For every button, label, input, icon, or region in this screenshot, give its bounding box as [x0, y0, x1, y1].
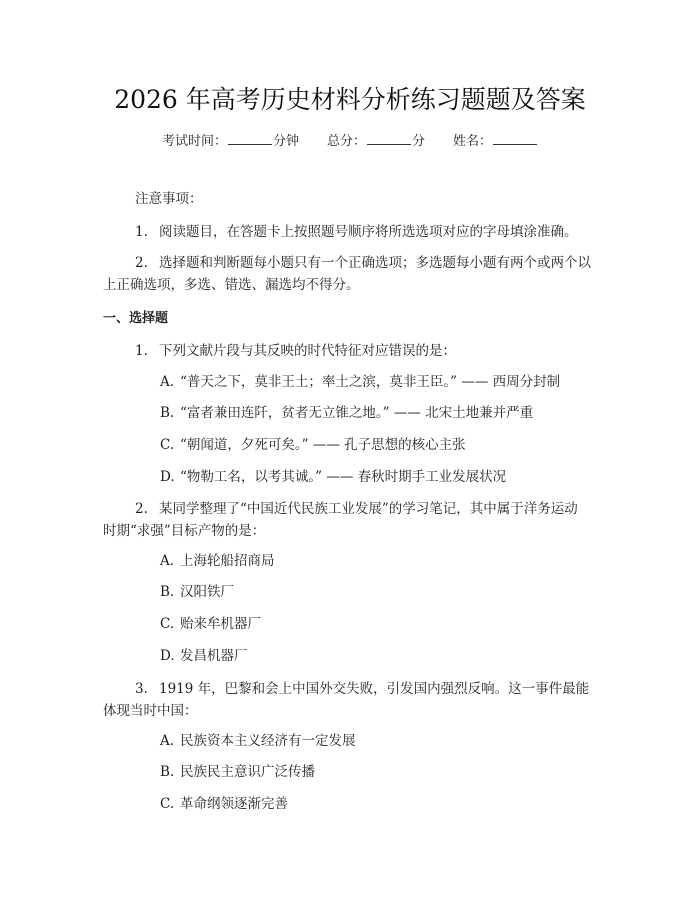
option-letter: B. — [160, 405, 175, 421]
notice-item-text: 选择题和判断题每小题只有一个正确选项；多选题每小题有两个或两个以 — [159, 255, 591, 271]
question-2-option-c[interactable] — [160, 614, 261, 634]
option-text: “普天之下，莫非王土；率土之滨，莫非王臣。” —— 西周分封制 — [180, 374, 561, 390]
option-text: 汉阳铁厂 — [180, 584, 234, 600]
question-number: 1. — [135, 343, 148, 359]
question-3-stem-continued: 体现当时中国： — [103, 703, 198, 719]
score-unit: 分 — [412, 134, 426, 149]
notice-item-text: 阅读题目，在答题卡上按照题号顺序将所选选项对应的字母填涂准确。 — [159, 224, 578, 240]
question-2-stem-continued: 时期“求强”目标产物的是： — [103, 523, 266, 539]
question-1-option-a[interactable] — [160, 372, 560, 392]
score-blank — [367, 132, 411, 145]
question-1-stem — [135, 341, 456, 361]
notice-item-1 — [135, 222, 578, 242]
time-unit: 分钟 — [272, 134, 299, 149]
question-3-option-b[interactable] — [160, 762, 315, 782]
time-blank — [228, 132, 272, 145]
question-number: 2. — [135, 501, 148, 517]
question-text: 1919 年，巴黎和会上中国外交失败，引发国内强烈反响。这一事件最能 — [159, 681, 590, 697]
time-label: 考试时间： — [161, 134, 227, 149]
exam-meta-line — [0, 132, 700, 152]
option-letter: D. — [160, 469, 175, 485]
option-letter: C. — [160, 796, 175, 812]
question-1-option-b[interactable] — [160, 403, 533, 423]
option-text: “富者兼田连阡，贫者无立锥之地。” —— 北宋土地兼并严重 — [180, 405, 534, 421]
question-text: 某同学整理了“中国近代民族工业发展”的学习笔记，其中属于洋务运动 — [159, 501, 578, 517]
question-2-option-d[interactable] — [160, 646, 248, 666]
question-1-option-c[interactable] — [160, 435, 466, 455]
name-label: 姓名： — [453, 134, 493, 149]
question-2-option-a[interactable] — [160, 551, 275, 571]
option-letter: A. — [160, 733, 175, 749]
option-letter: B. — [160, 764, 175, 780]
option-text: 民族资本主义经济有一定发展 — [180, 733, 356, 749]
notice-item-2 — [135, 253, 591, 273]
question-2-option-b[interactable] — [160, 582, 234, 602]
question-number: 3. — [135, 681, 148, 697]
question-3-stem — [135, 679, 589, 699]
notice-heading: 注意事项： — [135, 191, 203, 207]
option-text: 发昌机器厂 — [180, 648, 248, 664]
name-blank — [493, 132, 537, 145]
notice-item-number: 2. — [135, 255, 148, 271]
option-text: “朝闻道，夕死可矣。” —— 孔子思想的核心主张 — [180, 437, 466, 453]
option-letter: C. — [160, 616, 175, 632]
option-text: 民族民主意识广泛传播 — [180, 764, 315, 780]
question-text: 下列文献片段与其反映的时代特征对应错误的是： — [159, 343, 456, 359]
notice-item-number: 1. — [135, 224, 148, 240]
option-text: 革命纲领逐渐完善 — [180, 796, 288, 812]
question-2-stem — [135, 499, 578, 519]
option-letter: A. — [160, 553, 175, 569]
section-heading: 一、选择题 — [103, 311, 169, 326]
question-1-option-d[interactable] — [160, 467, 506, 487]
option-letter: D. — [160, 648, 175, 664]
option-text: “物勒工名，以考其诚。” —— 春秋时期手工业发展状况 — [180, 469, 507, 485]
question-3-option-c[interactable] — [160, 794, 288, 814]
option-text: 上海轮船招商局 — [180, 553, 275, 569]
page-title: 2026 年高考历史材料分析练习题题及答案 — [114, 85, 586, 114]
notice-item-2-continued: 上正确选项，多选、错选、漏选均不得分。 — [103, 277, 360, 293]
question-3-option-a[interactable] — [160, 731, 356, 751]
option-text: 贻来牟机器厂 — [180, 616, 261, 632]
option-letter: B. — [160, 584, 175, 600]
option-letter: A. — [160, 374, 175, 390]
score-label: 总分： — [326, 134, 366, 149]
option-letter: C. — [160, 437, 175, 453]
